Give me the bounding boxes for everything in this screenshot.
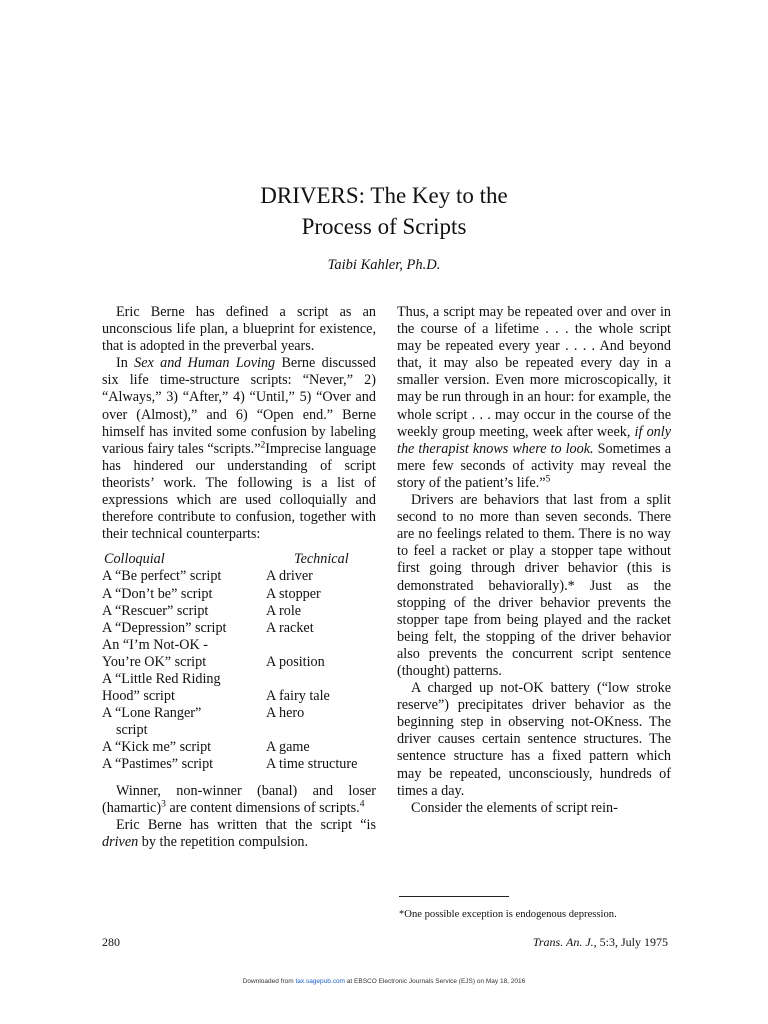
right-column <box>397 304 671 817</box>
title-line-2: Process of Scripts <box>301 214 467 239</box>
table-row: A “Little Red Riding <box>102 670 221 687</box>
footnote-ref: 4 <box>359 798 365 809</box>
journal-citation: Trans. An. J., 5:3, July 1975 <box>532 935 668 949</box>
author-byline: Taibi Kahler, Ph.D. <box>327 257 441 273</box>
footnote-ref: 2 <box>260 440 266 451</box>
column-header-colloquial: Colloquial <box>104 551 165 568</box>
table-row: A “Kick me” script A game <box>102 739 310 756</box>
table-row: You’re OK” script A position <box>102 653 325 670</box>
terms-table <box>102 551 376 773</box>
emphasis: driven <box>102 833 139 850</box>
emphasis: if only the therapist knows where to look. <box>397 423 671 457</box>
table-row: script <box>116 722 148 739</box>
table-row: A “Don’t be” script A stopper <box>102 585 321 602</box>
paragraph: Eric Berne has defined a script as an unconscious life plan, a blueprint for existence, that is adopted in the preverbal years. <box>102 304 376 355</box>
paragraph: Consider the elements of script rein- <box>411 799 618 816</box>
table-row: An “I’m Not-OK - <box>102 636 208 653</box>
table-row: Hood” script A fairy tale <box>102 688 330 705</box>
table-row: A “Lone Ranger” A hero <box>102 705 305 722</box>
table-row: A “Pastimes” script A time structure <box>102 756 358 773</box>
download-notice: Downloaded from tax.sagepub.com at EBSCO Electronic Journals Service (EJS) on May 18, 2016 <box>242 978 526 985</box>
terms-header-row <box>102 551 376 568</box>
title-line-1: DRIVERS: The Key to the <box>260 183 508 208</box>
table-row: A “Be perfect” script A driver <box>102 568 313 585</box>
table-row: A “Depression” script A racket <box>102 619 314 636</box>
footnote: *One possible exception is endogenous depression. <box>399 909 617 920</box>
book-title: Sex and Human Loving <box>134 355 276 372</box>
source-link[interactable]: tax.sagepub.com <box>295 978 345 985</box>
column-header-technical: Technical <box>294 551 349 568</box>
paragraph: Winner, non-winner (banal) and loser (hamartic)$^3$ are content dimensions of scripts.$^4$ <box>102 782 376 816</box>
paragraph: Eric Berne has written that the script “is driven by the repetition compulsion. <box>102 816 376 850</box>
paragraph: In Sex and Human Loving Berne discussed six life time-structure scripts: “Never,” 2) “Always,” 3) “After,” 4) “Until,” 5) “Over and over (Almost),” and 6) “Open end.” Berne himself has invited some confusion by labeling various fairy tales “scripts.”$^2$Imprecise language has hindered our understanding of script theorists’ work. The following is a list of expressions which are used colloquially and therefore contribute to confusion, together with their technical counterparts: <box>102 355 376 543</box>
footnote-divider <box>399 896 509 897</box>
table-row: A “Rescuer” script A role <box>102 602 302 619</box>
paragraph: Drivers are behaviors that last from a split second to no more than seven seconds. There are no feelings related to them. There is no way to feel a racket or play a stopper tape without first going through driver behavior (this is demonstrated behaviorally).* Just as the stopping of the driver behavior prevents the stopper tape from being played and the racket being felt, the stopping of the driver behavior also prevents the concurrent script sentence (thought) patterns. <box>397 492 671 679</box>
paragraph: A charged up not-OK battery (“low stroke reserve”) precipitates driver behavior as the beginning step in observing not-OKness. The driver causes certain sentence structures. The sentence structure has a fixed pattern which may be repeated, unconsciously, hundreds of times a day. <box>397 680 671 799</box>
article-title <box>0 180 768 242</box>
footnote-ref: 5 <box>545 474 551 485</box>
page-number: 280 <box>102 935 120 949</box>
left-column <box>102 304 376 851</box>
footnote-ref: 3 <box>161 798 166 809</box>
paragraph: Thus, a script may be repeated over and over in the course of a lifetime . . . the whole script may be repeated every year . . . . And beyond that, it may also be repeated every day in a smaller version. Even more microscopically, it may be run through in an hour: for example, the whole script . . . may occur in the course of the weekly group meeting, week after week, if only the therapist knows where to look. Sometimes a mere few seconds of activity may reveal the story of the patient’s life.”$^5$ <box>397 304 671 491</box>
